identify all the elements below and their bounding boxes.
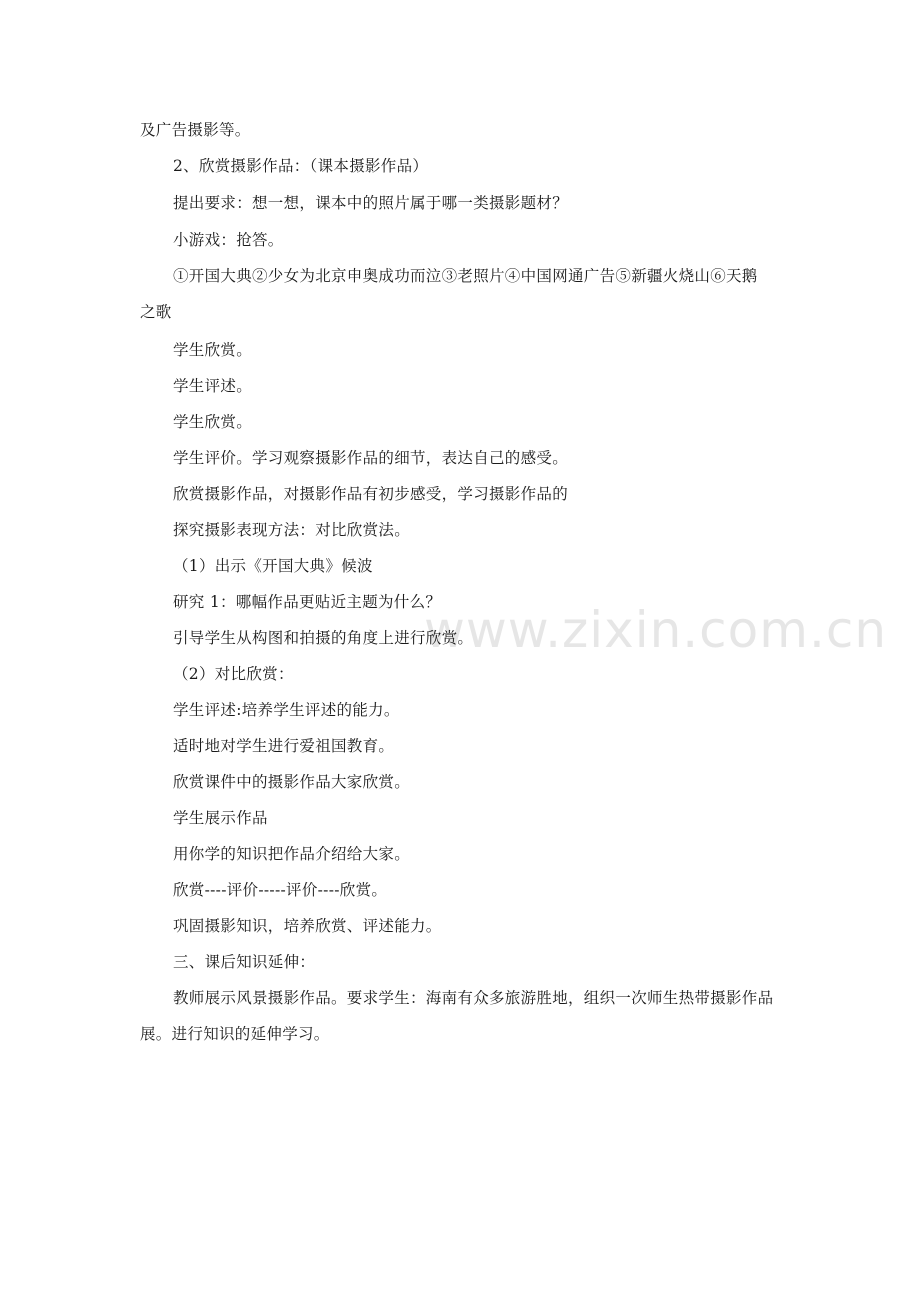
text-line: （2）对比欣赏： [173,665,294,683]
watermark: www.zixin.com.cn [424,601,888,659]
text-line: 学生欣赏。 [173,341,253,359]
text-line: 学生展示作品 [173,809,268,827]
text-line: 小游戏：抢答。 [173,231,284,249]
text-line: 引导学生从构图和拍摄的角度上进行欣赏。 [173,629,474,647]
text-line: 研究 1：哪幅作品更贴近主题为什么？ [173,593,442,611]
text-line: 用你学的知识把作品介绍给大家。 [173,845,411,863]
text-line: 教师展示风景摄影作品。要求学生：海南有众多旅游胜地，组织一次师生热带摄影作品 [173,989,774,1007]
text-line: 欣赏----评价-----评价----欣赏。 [173,881,388,899]
section-heading: 三、课后知识延伸： [173,953,316,971]
text-line: 提出要求：想一想，课本中的照片属于哪一类摄影题材？ [173,194,569,212]
text-line: 巩固摄影知识，培养欣赏、评述能力。 [173,917,442,935]
text-line: 学生评述。 [173,377,253,395]
text-line: 欣赏课件中的摄影作品大家欣赏。 [173,773,411,791]
text-line: 探究摄影表现方法：对比欣赏法。 [173,521,411,539]
text-line: 之歌 [140,303,172,321]
text-line: 学生欣赏。 [173,413,253,431]
text-line: 欣赏摄影作品，对摄影作品有初步感受，学习摄影作品的 [173,485,569,503]
text-line: （1）出示《开国大典》候波 [173,557,373,575]
text-line: 学生评述:培养学生评述的能力。 [173,701,400,719]
text-line: 学生评价。学习观察摄影作品的细节，表达自己的感受。 [173,449,569,467]
text-line: 展。进行知识的延伸学习。 [140,1025,330,1043]
text-line: 及广告摄影等。 [140,121,251,139]
text-line: 适时地对学生进行爱祖国教育。 [173,737,395,755]
text-line: ①开国大典②少女为北京申奥成功而泣③老照片④中国网通广告⑤新疆火烧山⑥天鹅 [173,267,758,285]
section-heading: 2、欣赏摄影作品：（课本摄影作品） [173,157,429,175]
